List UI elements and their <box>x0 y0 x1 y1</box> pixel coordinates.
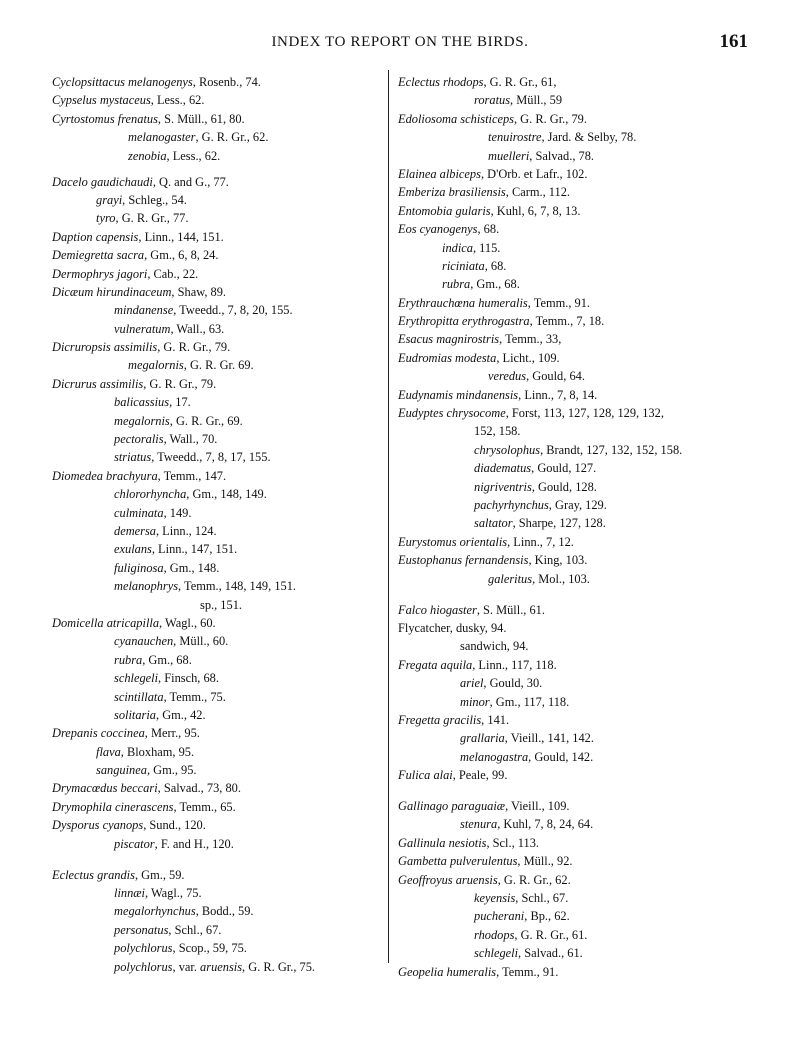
index-entry: Edoliosoma schisticeps, G. R. Gr., 79. <box>398 111 587 126</box>
index-entry: culminata, 149. <box>114 505 192 520</box>
index-entry: piscator, F. and H., 120. <box>114 836 234 851</box>
index-entry: grayi, Schleg., 54. <box>96 192 187 207</box>
index-entry: Gallinago paraguaiæ, Vieill., 109. <box>398 799 570 814</box>
page-number: 161 <box>719 31 748 52</box>
index-entry: Dicruropsis assimilis, G. R. Gr., 79. <box>52 340 231 355</box>
index-entry: tyro, G. R. Gr., 77. <box>96 211 189 226</box>
index-entry: Eudyptes chrysocome, Forst, 113, 127, 128, 129, 132, <box>398 406 664 421</box>
index-entry: sanguinea, Gm., 95. <box>96 763 197 778</box>
index-entry: rubra, Gm., 68. <box>114 652 192 667</box>
index-entry: Drymacœdus beccari, Salvad., 73, 80. <box>52 781 241 796</box>
column-divider <box>388 70 389 963</box>
index-entry: Gallinula nesiotis, Scl., 113. <box>398 835 540 850</box>
index-entry: Flycatcher, dusky, 94. <box>398 620 507 635</box>
index-entry: indica, 115. <box>442 240 501 255</box>
index-entry: Domicella atricapilla, Wagl., 60. <box>52 615 216 630</box>
index-entry: roratus, Müll., 59 <box>474 93 563 108</box>
index-entry: Eos cyanogenys, 68. <box>398 222 500 237</box>
index-entry: schlegeli, Salvad., 61. <box>474 946 583 961</box>
index-entry: Eustophanus fernandensis, King, 103. <box>398 553 588 568</box>
index-entry: Erythrauchœna humeralis, Temm., 91. <box>398 295 590 310</box>
index-entry: Fregetta gracilis, 141. <box>398 712 510 727</box>
index-entry: melanogaster, G. R. Gr., 62. <box>128 130 269 145</box>
index-entry: galeritus, Mol., 103. <box>488 571 590 586</box>
index-entry: Eclectus grandis, Gm., 59. <box>52 867 185 882</box>
index-entry: Cyrtostomus frenatus, S. Müll., 61, 80. <box>52 111 245 126</box>
index-entry: scintillata, Temm., 75. <box>114 689 226 704</box>
index-entry: Fregata aquila, Linn., 117, 118. <box>398 657 557 672</box>
index-entry: veredus, Gould, 64. <box>488 369 585 384</box>
index-entry: Cypselus mystaceus, Less., 62. <box>52 93 205 108</box>
index-entry: polychlorus, var. aruensis, G. R. Gr., 75. <box>114 959 316 974</box>
index-entry: personatus, Schl., 67. <box>114 922 222 937</box>
index-entry: rubra, Gm., 68. <box>442 277 520 292</box>
index-entry: chrysolophus, Brandt, 127, 132, 152, 158. <box>474 442 683 457</box>
index-entry: ariel, Gould, 30. <box>460 676 543 691</box>
index-entry: Cyclopsittacus melanogenys, Rosenb., 74. <box>52 75 261 89</box>
index-entry: nigriventris, Gould, 128. <box>474 479 597 494</box>
index-entry: fuliginosa, Gm., 148. <box>114 560 220 575</box>
index-entry: mindanense, Tweedd., 7, 8, 20, 155. <box>114 303 293 318</box>
index-entry: Dermophrys jagori, Cab., 22. <box>52 266 199 281</box>
index-entry: sandwich, 94. <box>460 639 529 654</box>
index-entry: pectoralis, Wall., 70. <box>114 432 218 447</box>
index-entry: saltator, Sharpe, 127, 128. <box>474 516 606 531</box>
index-entry: Drymophila cinerascens, Temm., 65. <box>52 799 236 814</box>
index-entry: Esacus magnirostris, Temm., 33, <box>398 332 562 347</box>
index-entry: flava, Bloxham, 95. <box>96 744 195 759</box>
index-entry: pucherani, Bp., 62. <box>474 909 570 924</box>
index-entry: stenura, Kuhl, 7, 8, 24, 64. <box>460 817 594 832</box>
index-entry: Dicrurus assimilis, G. R. Gr., 79. <box>52 376 217 391</box>
index-entry: Geoffroyus aruensis, G. R. Gr., 62. <box>398 872 571 887</box>
index-entry: Eurystomus orientalis, Linn., 7, 12. <box>398 534 574 549</box>
index-entry: balicassius, 17. <box>114 395 191 410</box>
index-entry: Demiegretta sacra, Gm., 6, 8, 24. <box>52 248 219 263</box>
index-entry: striatus, Tweedd., 7, 8, 17, 155. <box>114 450 271 465</box>
index-entry: zenobia, Less., 62. <box>128 148 221 163</box>
index-entry: Emberiza brasiliensis, Carm., 112. <box>398 185 570 200</box>
index-entry: Dicæum hirundinaceum, Shaw, 89. <box>52 284 227 299</box>
index-entry: 152, 158. <box>474 424 521 439</box>
index-entry: melanogastra, Gould, 142. <box>460 749 594 764</box>
index-entry: linnæi, Wagl., 75. <box>114 886 202 901</box>
index-entry: Eclectus rhodops, G. R. Gr., 61, <box>398 75 557 89</box>
index-entry: Entomobia gularis, Kuhl, 6, 7, 8, 13. <box>398 203 581 218</box>
index-entry: Drepanis coccinea, Merr., 95. <box>52 726 200 741</box>
index-entry: grallaria, Vieill., 141, 142. <box>460 731 594 746</box>
index-entry: keyensis, Schl., 67. <box>474 891 569 906</box>
index-entry: Eudromias modesta, Licht., 109. <box>398 350 560 365</box>
index-entry: Dysporus cyanops, Sund., 120. <box>52 818 206 833</box>
left-column <box>52 73 384 976</box>
index-entry: Eudynamis mindanensis, Linn., 7, 8, 14. <box>398 387 598 402</box>
index-entry: megalorhynchus, Bodd., 59. <box>114 904 254 919</box>
right-column <box>398 73 748 981</box>
index-entry: Elainea albiceps, D'Orb. et Lafr., 102. <box>398 166 588 181</box>
index-entry: riciniata, 68. <box>442 258 507 273</box>
index-entry: Fulica alai, Peale, 99. <box>398 768 508 783</box>
index-entry: megalornis, G. R. Gr. 69. <box>128 358 254 373</box>
index-entry: polychlorus, Scop., 59, 75. <box>114 941 247 956</box>
index-entry: chlororhyncha, Gm., 148, 149. <box>114 487 267 502</box>
index-entry: vulneratum, Wall., 63. <box>114 321 225 336</box>
page-header <box>0 31 800 58</box>
index-entry: tenuirostre, Jard. & Selby, 78. <box>488 130 637 145</box>
index-entry: Gambetta pulverulentus, Müll., 92. <box>398 854 573 869</box>
index-entry: Dacelo gaudichaudi, Q. and G., 77. <box>52 174 229 189</box>
index-entry: Erythropitta erythrogastra, Temm., 7, 18. <box>398 314 605 329</box>
index-entry: Geopelia humeralis, Temm., 91. <box>398 964 559 979</box>
index-entry: muelleri, Salvad., 78. <box>488 148 594 163</box>
index-entry: exulans, Linn., 147, 151. <box>114 542 238 557</box>
index-entry: rhodops, G. R. Gr., 61. <box>474 927 588 942</box>
index-entry: Diomedea brachyura, Temm., 147. <box>52 468 227 483</box>
index-entry: Falco hiogaster, S. Müll., 61. <box>398 602 545 617</box>
index-entry: pachyrhynchus, Gray, 129. <box>474 497 607 512</box>
index-entry: solitaria, Gm., 42. <box>114 707 206 722</box>
index-entry: demersa, Linn., 124. <box>114 523 217 538</box>
index-entry: minor, Gm., 117, 118. <box>460 694 570 709</box>
index-entry: melanophrys, Temm., 148, 149, 151. <box>114 579 297 594</box>
index-entry: megalornis, G. R. Gr., 69. <box>114 413 243 428</box>
index-entry: diadematus, Gould, 127. <box>474 461 597 476</box>
index-entry: schlegeli, Finsch, 68. <box>114 671 219 686</box>
running-title: INDEX TO REPORT ON THE BIRDS. <box>271 34 529 50</box>
index-entry: sp., 151. <box>200 597 242 612</box>
index-entry: cyanauchen, Müll., 60. <box>114 634 229 649</box>
index-entry: Daption capensis, Linn., 144, 151. <box>52 229 224 244</box>
